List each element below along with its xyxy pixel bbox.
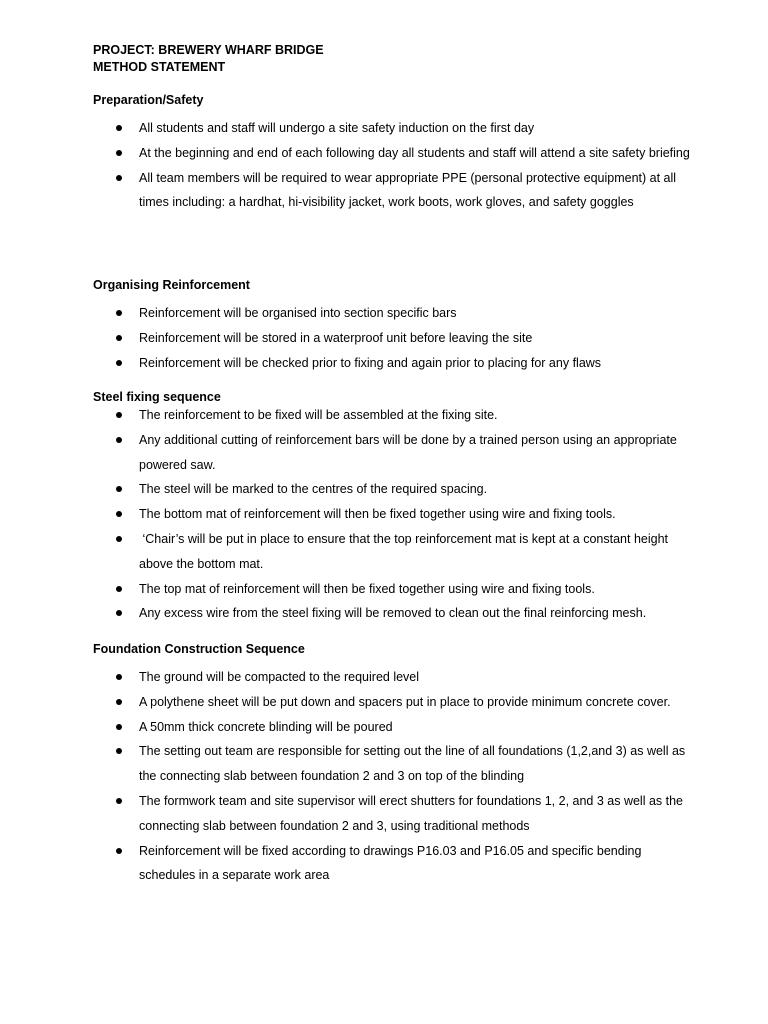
bullet-icon xyxy=(116,748,122,754)
document-subtitle: METHOD STATEMENT xyxy=(93,60,226,74)
section-heading-foundation-construction-sequence: Foundation Construction Sequence xyxy=(93,642,305,656)
bullet-icon xyxy=(116,150,122,156)
preparation-safety-list xyxy=(93,116,693,215)
list-item: The setting out team are responsible for setting out the line of all foundations (1,2,and 3) as well as the connecting slab between foundation 2 and 3 on top of the blinding xyxy=(93,739,693,789)
bullet-icon xyxy=(116,486,122,492)
bullet-icon xyxy=(116,674,122,680)
bullet-icon xyxy=(116,310,122,316)
foundation-construction-sequence-list xyxy=(93,665,693,888)
bullet-icon xyxy=(116,412,122,418)
bullet-icon xyxy=(116,610,122,616)
bullet-icon xyxy=(116,335,122,341)
list-item: The top mat of reinforcement will then be fixed together using wire and fixing tools. xyxy=(93,577,693,602)
list-item: Reinforcement will be fixed according to drawings P16.03 and P16.05 and specific bending schedules in a separate work area xyxy=(93,839,693,889)
organising-reinforcement-list xyxy=(93,301,693,375)
list-item: All students and staff will undergo a site safety induction on the first day xyxy=(93,116,693,141)
list-item: Reinforcement will be checked prior to fixing and again prior to placing for any flaws xyxy=(93,351,693,376)
bullet-icon xyxy=(116,360,122,366)
bullet-icon xyxy=(116,724,122,730)
bullet-icon xyxy=(116,125,122,131)
list-item: Any additional cutting of reinforcement bars will be done by a trained person using an appropriate powered saw. xyxy=(93,428,693,478)
bullet-icon xyxy=(116,586,122,592)
section-heading-steel-fixing-sequence: Steel fixing sequence xyxy=(93,390,221,404)
list-item: Reinforcement will be organised into section specific bars xyxy=(93,301,693,326)
list-item: Any excess wire from the steel fixing will be removed to clean out the final reinforcing mesh. xyxy=(93,601,693,626)
list-item: ‘Chair’s will be put in place to ensure that the top reinforcement mat is kept at a constant height above the bottom mat. xyxy=(93,527,693,577)
section-heading-organising-reinforcement: Organising Reinforcement xyxy=(93,278,250,292)
bullet-icon xyxy=(116,699,122,705)
bullet-icon xyxy=(116,536,122,542)
list-item: The steel will be marked to the centres of the required spacing. xyxy=(93,477,693,502)
list-item: A 50mm thick concrete blinding will be poured xyxy=(93,715,693,740)
list-item: The reinforcement to be fixed will be assembled at the fixing site. xyxy=(93,403,693,428)
list-item: At the beginning and end of each following day all students and staff will attend a site safety briefing xyxy=(93,141,693,166)
bullet-icon xyxy=(116,175,122,181)
document-header xyxy=(93,42,324,76)
bullet-icon xyxy=(116,798,122,804)
section-heading-preparation-safety: Preparation/Safety xyxy=(93,93,204,107)
project-title: PROJECT: BREWERY WHARF BRIDGE xyxy=(93,43,324,57)
list-item: All team members will be required to wear appropriate PPE (personal protective equipment) at all times including: a hardhat, hi-visibility jacket, work boots, work gloves, and safety goggles xyxy=(93,166,693,216)
steel-fixing-sequence-list xyxy=(93,403,693,626)
list-item: Reinforcement will be stored in a waterproof unit before leaving the site xyxy=(93,326,693,351)
list-item: A polythene sheet will be put down and spacers put in place to provide minimum concrete cover. xyxy=(93,690,693,715)
bullet-icon xyxy=(116,511,122,517)
list-item: The ground will be compacted to the required level xyxy=(93,665,693,690)
list-item: The bottom mat of reinforcement will then be fixed together using wire and fixing tools. xyxy=(93,502,693,527)
bullet-icon xyxy=(116,848,122,854)
bullet-icon xyxy=(116,437,122,443)
list-item: The formwork team and site supervisor will erect shutters for foundations 1, 2, and 3 as well as the connecting slab between foundation 2 and 3, using traditional methods xyxy=(93,789,693,839)
